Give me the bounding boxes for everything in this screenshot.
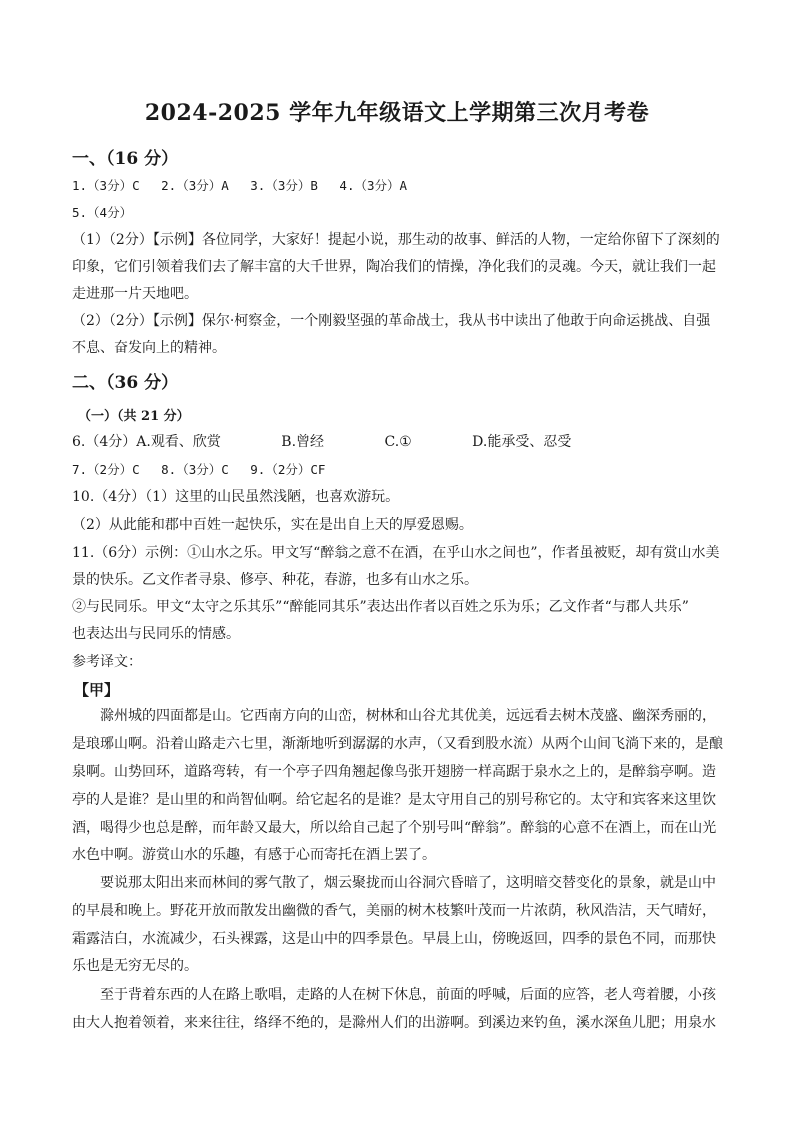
answer-q11-line1: 11.（6分）示例：①山水之乐。甲文写“醉翁之意不在酒，在乎山水之间也”，作者虽被贬，却有赏山水美 [72,545,720,561]
answer-q5-1-line3: 走进那一片天地吧。 [72,286,198,302]
answer-q10-line2: （2）从此能和郡中百姓一起快乐，实在是出自上天的厚爱恩赐。 [72,517,473,533]
document-title: 2024-2025 学年九年级语文上学期第三次月考卷 [144,100,650,126]
answer-q6-a: 6.（4分）A.观看、欣赏 [72,434,221,450]
section-one-heading: 一、（16 分） [72,149,179,169]
answer-q1: 1.（3分）C [72,178,140,193]
answer-q5-2-line2: 不息、奋发向上的精神。 [72,340,226,356]
answer-q5-1-line2: 印象，它们引领着我们去了解丰富的大千世界，陶冶我们的情操，净化我们的灵魂。今天，就让我们一起 [72,259,716,275]
answer-q4: 4.（3分）A [339,178,408,193]
translation-para1-line4: 亭的人是谁？是山里的和尚智仙啊。给它起名的是谁？是太守用自己的别号称它的。太守和宾客来这里饮 [72,792,716,808]
answer-q11-line4: 也表达出与民同乐的情感。 [72,626,240,642]
answer-q2: 2.（3分）A [161,178,229,193]
translation-para1-line3: 泉啊。山势回环，道路弯转，有一个亭子四角翘起像鸟张开翅膀一样高踞于泉水之上的，是醉翁亭啊。造 [72,764,716,780]
translation-para1-line1: 滁州城的四面都是山。它西南方向的山峦，树林和山谷尤其优美，远远看去树木茂盛、幽深秀丽的， [72,708,716,724]
answer-q10-line1: 10.（4分）（1）这里的山民虽然浅陋，也喜欢游玩。 [72,489,400,505]
answer-q8: 8.（3分）C [161,462,229,477]
section-two-heading: 二、（36 分） [72,373,179,393]
answer-q11-line2: 景的快乐。乙文作者寻泉、修亭、种花，春游，也多有山水之乐。 [72,572,478,588]
answer-q6 [72,432,571,452]
answers-1-4 [72,176,407,196]
answer-q5-1-line1: （1）（2分）【示例】各位同学，大家好！提起小说，那生动的故事、鲜活的人物，一定给你留下了深刻的 [72,232,720,248]
answers-7-9 [72,460,325,480]
answer-q5-label: 5.（4分） [72,205,133,220]
passage-jia-label: 【甲】 [74,681,120,699]
answer-q7: 7.（2分）C [72,462,140,477]
part-one-heading: （一）（共 21 分） [78,409,190,424]
translation-para2-line3: 霜露洁白，水流减少，石头裸露，这是山中的四季景色。早晨上山，傍晚返回，四季的景色不同，而那快 [72,931,716,947]
answer-q5-2-line1: （2）（2分）【示例】保尔·柯察金，一个刚毅坚强的革命战士，我从书中读出了他敢于向命运挑战、自强 [72,313,711,329]
answer-q6-d: D.能承受、忍受 [472,434,572,450]
translation-para3-line1: 至于背着东西的人在路上歌唱，走路的人在树下休息，前面的呼喊，后面的应答，老人弯着腰，小孩 [72,987,716,1003]
translation-para1-line6: 水色中啊。游赏山水的乐趣，有感于心而寄托在酒上罢了。 [72,847,436,863]
translation-para1-line5: 酒，喝得少也总是醉，而年龄又最大，所以给自己起了个别号叫“醉翁”。醉翁的心意不在酒上，而在山光 [72,820,717,836]
answer-q6-c: C.① [384,434,412,450]
answer-q6-b: B.曾经 [281,434,325,450]
translation-para1-line2: 是琅琊山啊。沿着山路走六七里，渐渐地听到潺潺的水声，（又看到股水流）从两个山间飞淌下来的，是酿 [72,736,723,752]
translation-para2-line2: 的早晨和晚上。野花开放而散发出幽微的香气，美丽的树木枝繁叶茂而一片浓荫，秋风浩洁，天气晴好， [72,903,716,919]
translation-para2-line1: 要说那太阳出来而林间的雾气散了，烟云聚拢而山谷洞穴昏暗了，这明暗交替变化的景象，就是山中 [72,875,716,891]
answer-q9: 9.（2分）CF [250,462,326,477]
answer-q3: 3.（3分）B [250,178,318,193]
translation-para3-line2: 由大人抱着领着，来来往往，络绎不绝的，是滁州人们的出游啊。到溪边来钓鱼，溪水深鱼儿肥；用泉水 [72,1015,716,1031]
translation-para2-line4: 乐也是无穷无尽的。 [72,958,198,974]
answer-q11-line3: ②与民同乐。甲文“太守之乐其乐”“醉能同其乐”表达出作者以百姓之乐为乐；乙文作者“与郡人共乐” [72,599,689,615]
reference-translation-label: 参考译文： [72,654,142,670]
